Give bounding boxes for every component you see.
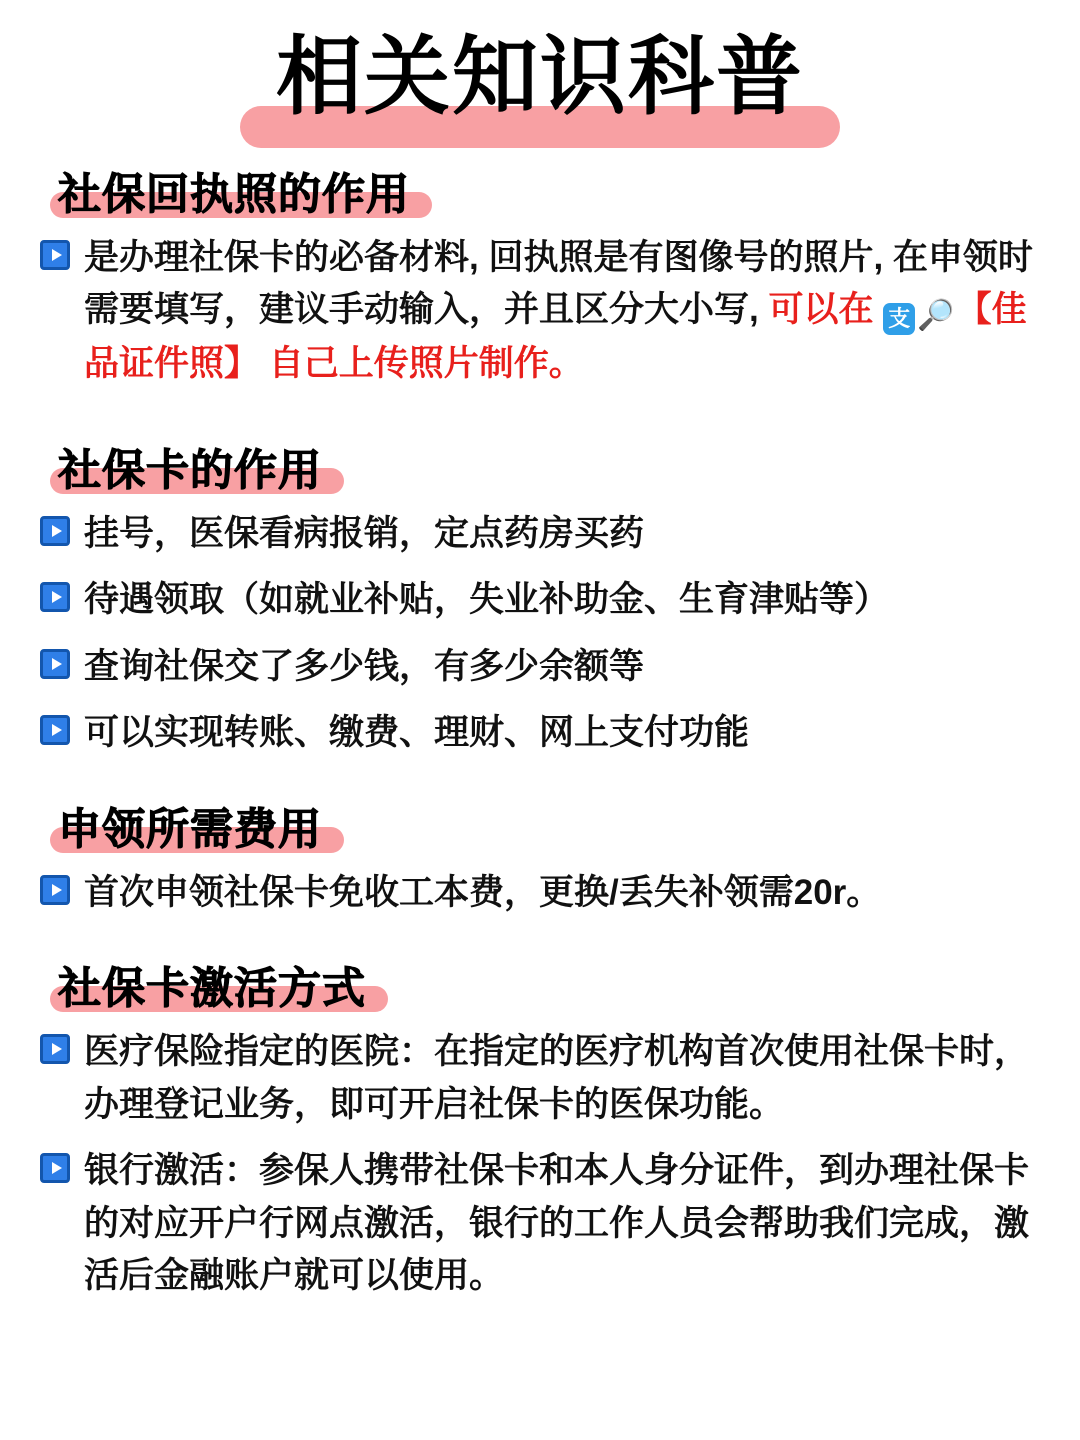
- bullet-text: 医疗保险指定的医院：在指定的医疗机构首次使用社保卡时，办理登记业务，即可开启社保卡的医保功能。: [84, 1032, 1030, 1124]
- bullet-text-red-a: 可以在: [768, 290, 874, 330]
- section-application-fee: [40, 796, 1040, 920]
- alipay-icon: 支: [883, 303, 915, 335]
- play-bullet-icon: [40, 1153, 70, 1183]
- bullet-list: [40, 1026, 1040, 1303]
- bullet-text-red-b: 【佳品证件照】 自己上传照片制作。: [84, 290, 1027, 384]
- section-activation-methods: [40, 955, 1040, 1303]
- list-item: [40, 574, 1040, 627]
- play-bullet-icon: [40, 582, 70, 612]
- spacer: [40, 780, 1040, 796]
- bullet-text: 可以实现转账、缴费、理财、网上支付功能: [84, 713, 750, 753]
- play-bullet-icon: [40, 240, 70, 270]
- play-bullet-icon: [40, 516, 70, 546]
- section-social-security-receipt-photo: [40, 161, 1040, 391]
- bullet-list: [40, 508, 1040, 760]
- bullet-text: [84, 232, 1040, 391]
- bullet-text-plain: 是办理社保卡的必备材料, 回执照是有图像号的照片, 在申领时需要填写，建议手动输入，并且区分大小写,: [84, 237, 1033, 330]
- bullet-text: 待遇领取（如就业补贴，失业补助金、生育津贴等）: [84, 580, 890, 620]
- list-item: [40, 1026, 1040, 1131]
- list-item: [40, 508, 1040, 561]
- section-heading: 社保卡激活方式: [58, 965, 366, 1014]
- spacer: [40, 939, 1040, 955]
- section-heading-wrap: [58, 161, 410, 222]
- bullet-text: 首次申领社保卡免收工本费，更换/丢失补领需20r。: [84, 872, 882, 912]
- bullet-text: 查询社保交了多少钱，有多少余额等: [84, 646, 645, 686]
- list-item: [40, 1145, 1040, 1303]
- play-bullet-icon: [40, 649, 70, 679]
- section-heading-wrap: [58, 437, 322, 498]
- section-heading: 社保回执照的作用: [58, 170, 410, 219]
- play-bullet-icon: [40, 715, 70, 745]
- bullet-list: [40, 867, 1040, 920]
- page-title: 相关知识科普: [276, 29, 804, 125]
- section-heading-wrap: [58, 955, 366, 1016]
- section-social-security-card-uses: [40, 437, 1040, 760]
- section-heading: 申领所需费用: [58, 805, 322, 854]
- section-heading: 社保卡的作用: [58, 446, 322, 495]
- spacer: [40, 411, 1040, 437]
- play-bullet-icon: [40, 1034, 70, 1064]
- search-icon: 🔎: [917, 299, 955, 333]
- list-item: [40, 232, 1040, 391]
- list-item: [40, 707, 1040, 760]
- section-heading-wrap: [58, 796, 322, 857]
- bullet-list: [40, 232, 1040, 391]
- title-block: [40, 28, 1040, 127]
- bullet-text: 银行激活：参保人携带社保卡和本人身分证件，到办理社保卡的对应开户行网点激活，银行的工作人员会帮助我们完成，激活后金融账户就可以使用。: [84, 1151, 1030, 1296]
- list-item: [40, 867, 1040, 920]
- list-item: [40, 641, 1040, 694]
- bullet-text: 挂号，医保看病报销，定点药房买药: [84, 513, 645, 553]
- play-bullet-icon: [40, 875, 70, 905]
